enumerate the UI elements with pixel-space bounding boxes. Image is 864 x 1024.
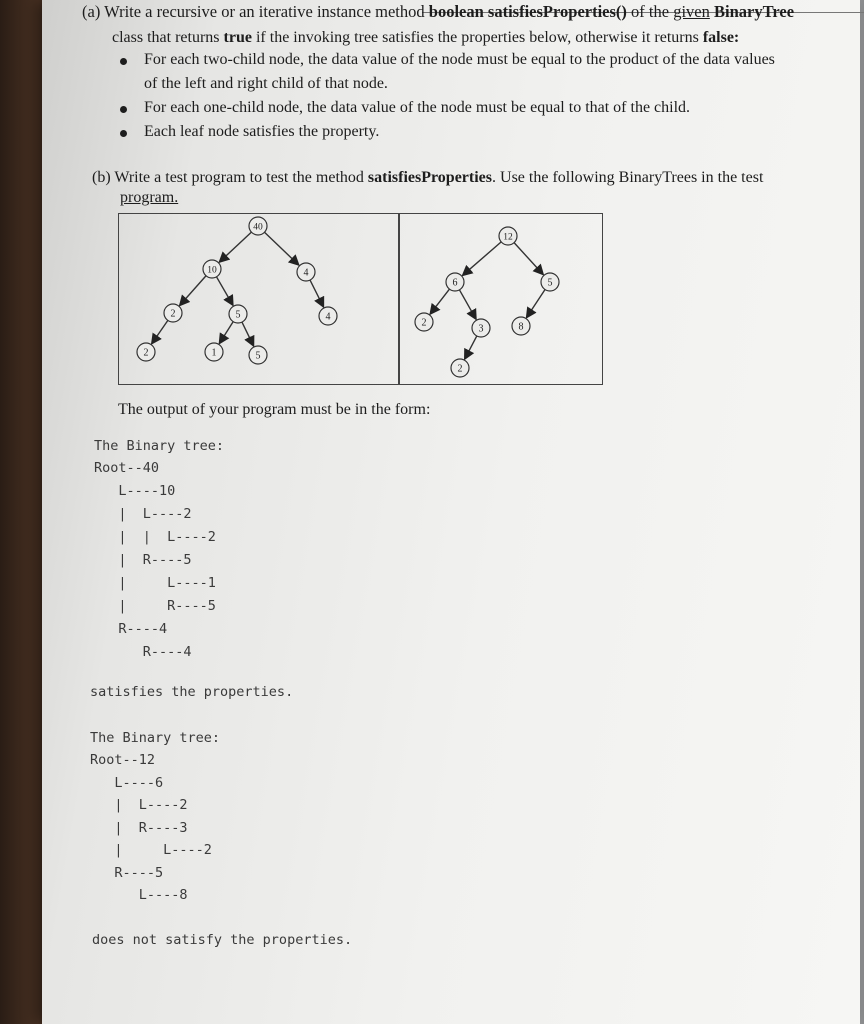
bullet-1-line1: For each two-child node, the data value of the node must be equal to the product of the data values — [144, 51, 775, 68]
output-line: | L----2 — [94, 506, 192, 522]
part-b-line2: program. — [120, 189, 179, 206]
output2-result: does not satisfy the properties. — [92, 932, 353, 948]
bullet-2-line1: For each one-child node, the data value of the node must be equal to that of the child. — [144, 99, 691, 116]
tree2-edge — [463, 242, 502, 276]
output-line: | R----3 — [90, 819, 188, 836]
part-a-intro2: of the — [631, 2, 670, 21]
tree2-edge — [527, 290, 546, 318]
output-line: R----5 — [90, 864, 164, 881]
output1-result: satisfies the properties. — [90, 684, 294, 700]
output-line: | L----2 — [90, 842, 212, 858]
tree1-edge — [242, 322, 254, 346]
tree2-edge — [514, 243, 543, 275]
tree1-edge — [219, 232, 251, 262]
tree2-node — [499, 227, 517, 245]
output1-header: The Binary tree: — [94, 438, 225, 454]
bullet-3-line1: Each leaf node satisfies the property. — [144, 123, 380, 140]
output-line: R----4 — [94, 644, 192, 660]
part-b-label: (b) — [92, 169, 111, 186]
tree2-node-label: 8 — [518, 321, 524, 333]
output-line: L----6 — [90, 774, 164, 791]
false-word: false: — [702, 29, 740, 46]
class-name: BinaryTree — [713, 2, 795, 21]
output-line: | L----2 — [90, 797, 188, 813]
tree2-node-label: 6 — [452, 277, 458, 289]
tree1-node-label: 1 — [211, 347, 217, 359]
tree1-node — [205, 343, 223, 361]
part-b-text2: . Use the following BinaryTrees in the test — [492, 169, 764, 186]
tree1-node-label: 4 — [303, 267, 309, 279]
tree1-node-label: 40 — [253, 222, 263, 233]
line2-a: class that returns — [112, 29, 220, 46]
tree2-node — [451, 359, 469, 377]
output-line: | R----5 — [94, 552, 192, 568]
tree2-edge — [430, 289, 449, 314]
tree1-node — [203, 260, 221, 278]
output-line: | | L----2 — [94, 529, 216, 545]
output2-header: The Binary tree: — [90, 730, 221, 746]
tree2-node — [472, 319, 490, 337]
part-a-intro: Write a recursive or an iterative instance method — [104, 2, 425, 21]
tree1-node — [137, 343, 155, 361]
tree2-node — [446, 273, 464, 291]
tree2-node — [512, 317, 530, 335]
line2-b: if the invoking tree satisfies the properties below, otherwise it returns — [255, 29, 699, 46]
part-b-method: satisfiesProperties — [367, 169, 493, 186]
tree2-node-label: 2 — [457, 363, 463, 375]
tree1-node — [249, 346, 267, 364]
tree1-node-label: 2 — [170, 308, 176, 320]
tree2-node-label: 5 — [547, 277, 553, 289]
method-signature: boolean satisfiesProperties() — [428, 2, 627, 21]
bullet-1-line2: of the left and right child of that node. — [144, 75, 388, 92]
output-line: Root--40 — [94, 460, 160, 476]
output-line: L----10 — [94, 483, 176, 499]
output-line: | L----1 — [94, 575, 216, 591]
tree1-edge — [219, 322, 233, 344]
tree1-node-label: 4 — [325, 311, 331, 323]
tree1-edge — [310, 280, 324, 307]
tree1-node-label: 5 — [235, 309, 241, 321]
tree2-edge — [465, 336, 477, 359]
true-word: true — [223, 29, 252, 46]
output-line: | R----5 — [94, 598, 216, 614]
tree1-node-label: 2 — [143, 347, 149, 359]
tree1-node-label: 10 — [207, 265, 217, 276]
given-word: given — [673, 2, 710, 21]
tree1-edge — [217, 277, 233, 306]
output-intro: The output of your program must be in the form: — [118, 401, 431, 418]
tree1-node — [249, 217, 267, 235]
tree2-node-label: 12 — [503, 232, 513, 243]
tree2-edge — [459, 290, 476, 319]
tree2-node-label: 3 — [478, 323, 484, 335]
output-line: L----8 — [90, 887, 188, 903]
tree2-node — [415, 313, 433, 331]
tree1-node — [229, 305, 247, 323]
tree2-node-label: 2 — [421, 317, 427, 329]
output-line: Root--12 — [90, 752, 156, 768]
tree1-node — [164, 304, 182, 322]
tree1-edge — [152, 320, 168, 343]
tree1-edge — [264, 232, 298, 265]
part-b-text1: Write a test program to test the method — [114, 169, 364, 186]
tree2-node — [541, 273, 559, 291]
tree1-node — [319, 307, 337, 325]
tree1-node — [297, 263, 315, 281]
tree1-edge — [180, 276, 206, 306]
tree1-node-label: 5 — [255, 350, 261, 362]
part-a-label: (a) — [82, 2, 101, 21]
output-line: R----4 — [94, 621, 168, 637]
